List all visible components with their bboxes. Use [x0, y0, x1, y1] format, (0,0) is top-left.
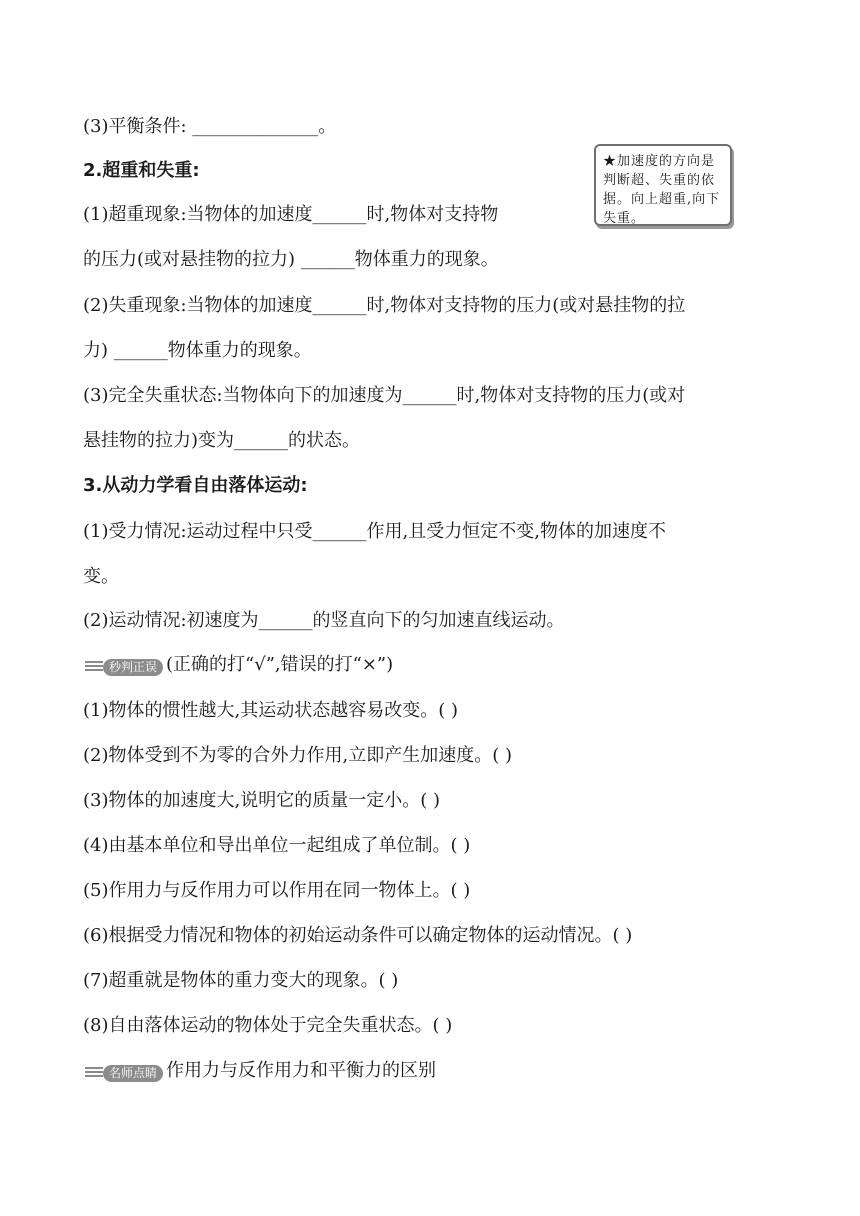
quick-judge-header	[85, 653, 393, 677]
tip-note-box: ★加速度的方向是判断超、失重的依据。向上超重,向下失重。	[594, 144, 732, 226]
judge-item-8: (8)自由落体运动的物体处于完全失重状态。( )	[83, 1015, 453, 1036]
quick-judge-badge: 秒判正误	[85, 655, 163, 675]
overweight-line-2: 的压力(或对悬挂物的拉力) ______物体重力的现象。	[83, 249, 499, 270]
badge-stripes-icon	[85, 1067, 103, 1079]
weightless-line-2: 力) ______物体重力的现象。	[83, 340, 312, 361]
judge-item-3: (3)物体的加速度大,说明它的质量一定小。( )	[83, 790, 440, 811]
judge-item-1: (1)物体的惯性越大,其运动状态越容易改变。( )	[83, 700, 458, 721]
overweight-line-1: (1)超重现象:当物体的加速度______时,物体对支持物	[83, 204, 499, 225]
section-3-heading: 3.从动力学看自由落体运动:	[83, 475, 308, 496]
judge-item-7: (7)超重就是物体的重力变大的现象。( )	[83, 970, 399, 991]
balance-condition-line: (3)平衡条件: ______________。	[83, 116, 337, 137]
judge-item-6: (6)根据受力情况和物体的初始运动条件可以确定物体的运动情况。( )	[83, 925, 633, 946]
teacher-tip-text: 作用力与反作用力和平衡力的区别	[166, 1060, 437, 1081]
judge-item-5: (5)作用力与反作用力可以作用在同一物体上。( )	[83, 880, 471, 901]
badge-stripes-icon	[85, 661, 103, 673]
weightless-line-1: (2)失重现象:当物体的加速度______时,物体对支持物的压力(或对悬挂物的拉	[83, 295, 686, 316]
complete-weightless-line-2: 悬挂物的拉力)变为______的状态。	[83, 430, 361, 451]
judge-item-2: (2)物体受到不为零的合外力作用,立即产生加速度。( )	[83, 745, 512, 766]
free-fall-motion-line: (2)运动情况:初速度为______的竖直向下的匀加速直线运动。	[83, 610, 565, 631]
judge-item-4: (4)由基本单位和导出单位一起组成了单位制。( )	[83, 835, 471, 856]
teacher-tip-header	[85, 1059, 436, 1083]
free-fall-force-line-2: 变。	[83, 566, 119, 587]
complete-weightless-line-1: (3)完全失重状态:当物体向下的加速度为______时,物体对支持物的压力(或对	[83, 385, 686, 406]
section-2-heading: 2.超重和失重:	[83, 160, 200, 181]
teacher-tip-badge: 名师点睛	[85, 1061, 163, 1081]
quick-judge-instruction: (正确的打“√”,错误的打“×”)	[166, 654, 394, 675]
free-fall-force-line-1: (1)受力情况:运动过程中只受______作用,且受力恒定不变,物体的加速度不	[83, 521, 667, 542]
